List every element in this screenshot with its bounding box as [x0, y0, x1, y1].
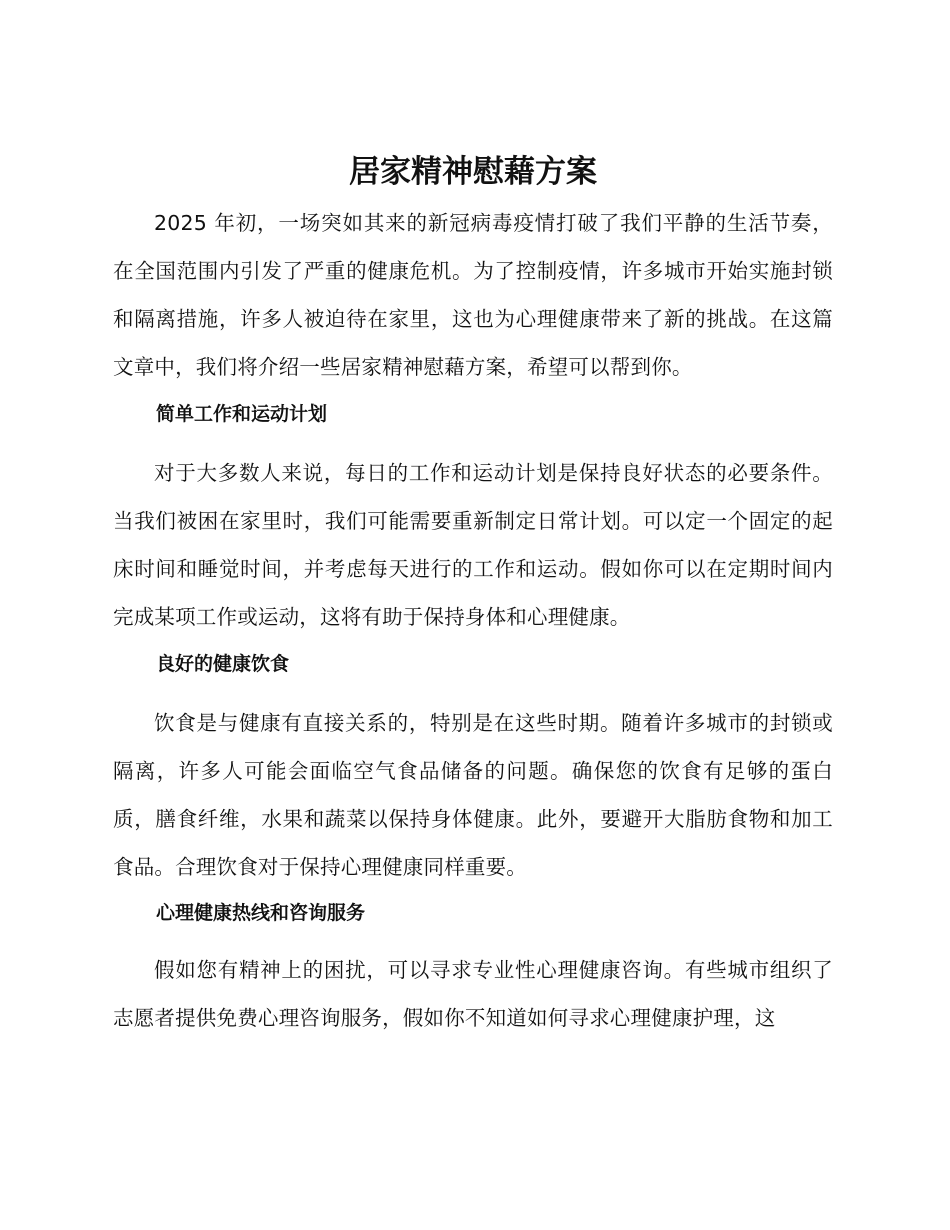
- section-body-diet: 饮食是与健康有直接关系的，特别是在这些时期。随着许多城市的封锁或隔离，许多人可能会面临空气食品储备的问题。确保您的饮食有足够的蛋白质，膳食纤维，水果和蔬菜以保持身体健康。此外，要避开大脂肪食物和加工食品。合理饮食对于保持心理健康同样重要。: [113, 711, 833, 879]
- section-heading-work-exercise: 简单工作和运动计划: [156, 403, 328, 425]
- intro-paragraph: 2025 年初，一场突如其来的新冠病毒疫情打破了我们平静的生活节奏，在全国范围内引发了严重的健康危机。为了控制疫情，许多城市开始实施封锁和隔离措施，许多人被迫待在家里，这也为心理健康带来了新的挑战。在这篇文章中，我们将介绍一些居家精神慰藉方案，希望可以帮到你。: [113, 211, 833, 379]
- document-title: 居家精神慰藉方案: [349, 154, 597, 190]
- section-body-hotline: 假如您有精神上的困扰，可以寻求专业性心理健康咨询。有些城市组织了志愿者提供免费心理咨询服务，假如你不知道如何寻求心理健康护理，这: [113, 958, 833, 1030]
- section-heading-diet: 良好的健康饮食: [156, 653, 290, 675]
- section-body-work-exercise: 对于大多数人来说，每日的工作和运动计划是保持良好状态的必要条件。当我们被困在家里时，我们可能需要重新制定日常计划。可以定一个固定的起床时间和睡觉时间，并考虑每天进行的工作和运动。假如你可以在定期时间内完成某项工作或运动，这将有助于保持身体和心理健康。: [113, 461, 833, 629]
- section-heading-hotline: 心理健康热线和咨询服务: [156, 902, 366, 924]
